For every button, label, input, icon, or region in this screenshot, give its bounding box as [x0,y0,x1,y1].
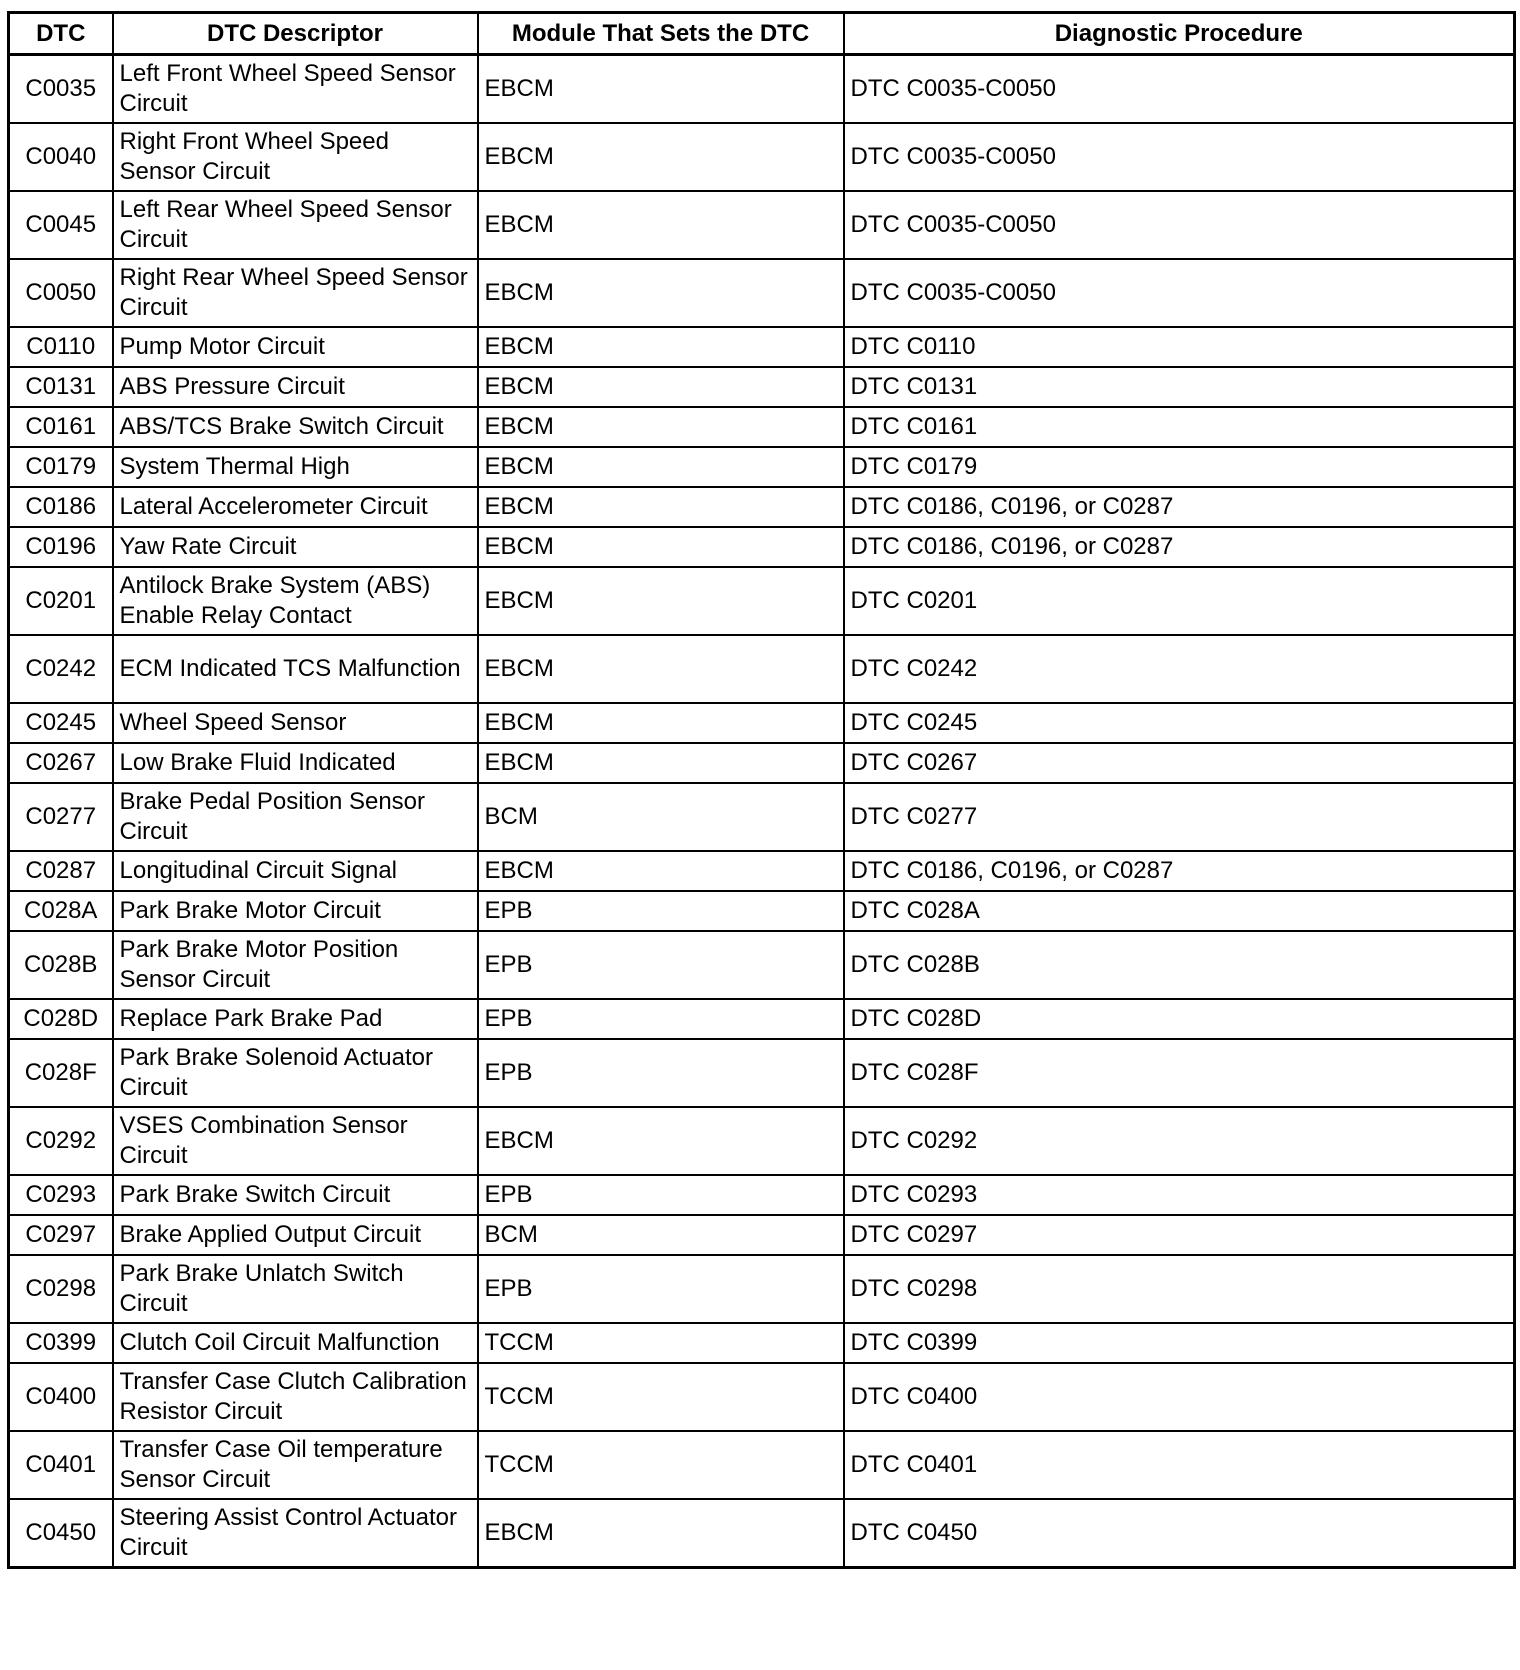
dtc-code-cell: C0292 [9,1107,113,1175]
dtc-descriptor-cell: ABS/TCS Brake Switch Circuit [113,407,478,447]
dtc-code-cell: C0045 [9,191,113,259]
module-cell: EBCM [478,743,844,783]
table-row [9,1175,1515,1215]
module-cell: EPB [478,1039,844,1107]
dtc-code-cell: C0399 [9,1323,113,1363]
table-row [9,1431,1515,1499]
module-cell: EBCM [478,191,844,259]
dtc-code-cell: C028D [9,999,113,1039]
module-cell: EBCM [478,635,844,703]
dtc-descriptor-cell: Right Front Wheel Speed Sensor Circuit [113,123,478,191]
diagnostic-procedure-cell: DTC C0201 [844,567,1515,635]
dtc-code-cell: C0131 [9,367,113,407]
dtc-descriptor-cell: Yaw Rate Circuit [113,527,478,567]
table-row [9,1039,1515,1107]
diagnostic-procedure-cell: DTC C0161 [844,407,1515,447]
dtc-code-cell: C0401 [9,1431,113,1499]
dtc-descriptor-cell: Right Rear Wheel Speed Sensor Circuit [113,259,478,327]
dtc-code-cell: C0186 [9,487,113,527]
table-row [9,703,1515,743]
dtc-code-cell: C0035 [9,55,113,124]
module-cell: EBCM [478,123,844,191]
table-row [9,1255,1515,1323]
module-cell: EBCM [478,703,844,743]
dtc-descriptor-cell: Transfer Case Oil temperature Sensor Circuit [113,1431,478,1499]
dtc-code-cell: C0297 [9,1215,113,1255]
dtc-descriptor-cell: Brake Pedal Position Sensor Circuit [113,783,478,851]
diagnostic-procedure-cell: DTC C0186, C0196, or C0287 [844,487,1515,527]
module-cell: EBCM [478,259,844,327]
dtc-descriptor-cell: Clutch Coil Circuit Malfunction [113,1323,478,1363]
module-cell: EBCM [478,851,844,891]
table-row [9,1215,1515,1255]
table-body [9,55,1515,1568]
dtc-code-cell: C0400 [9,1363,113,1431]
diagnostic-procedure-cell: DTC C0245 [844,703,1515,743]
table-row [9,527,1515,567]
dtc-code-cell: C0277 [9,783,113,851]
dtc-descriptor-cell: Brake Applied Output Circuit [113,1215,478,1255]
module-cell: EPB [478,1175,844,1215]
header-diagnostic-procedure: Diagnostic Procedure [844,13,1515,55]
header-dtc: DTC [9,13,113,55]
dtc-descriptor-cell: Pump Motor Circuit [113,327,478,367]
dtc-code-cell: C0242 [9,635,113,703]
dtc-code-cell: C0267 [9,743,113,783]
diagnostic-procedure-cell: DTC C0035-C0050 [844,259,1515,327]
table-row [9,1363,1515,1431]
diagnostic-procedure-cell: DTC C0242 [844,635,1515,703]
table-row [9,123,1515,191]
header-dtc-descriptor: DTC Descriptor [113,13,478,55]
dtc-descriptor-cell: Park Brake Motor Circuit [113,891,478,931]
table-row [9,327,1515,367]
diagnostic-procedure-cell: DTC C028D [844,999,1515,1039]
dtc-descriptor-cell: Lateral Accelerometer Circuit [113,487,478,527]
dtc-descriptor-cell: Left Rear Wheel Speed Sensor Circuit [113,191,478,259]
module-cell: EPB [478,999,844,1039]
dtc-code-cell: C0201 [9,567,113,635]
diagnostic-procedure-cell: DTC C0267 [844,743,1515,783]
dtc-descriptor-cell: Antilock Brake System (ABS) Enable Relay Contact [113,567,478,635]
diagnostic-procedure-cell: DTC C0400 [844,1363,1515,1431]
table-row [9,259,1515,327]
diagnostic-procedure-cell: DTC C0297 [844,1215,1515,1255]
table-row [9,447,1515,487]
diagnostic-procedure-cell: DTC C0186, C0196, or C0287 [844,851,1515,891]
table-row [9,1323,1515,1363]
module-cell: EBCM [478,527,844,567]
dtc-code-cell: C0196 [9,527,113,567]
dtc-descriptor-cell: Wheel Speed Sensor [113,703,478,743]
dtc-code-cell: C0040 [9,123,113,191]
dtc-code-cell: C0179 [9,447,113,487]
dtc-descriptor-cell: ABS Pressure Circuit [113,367,478,407]
dtc-descriptor-cell: Park Brake Unlatch Switch Circuit [113,1255,478,1323]
diagnostic-procedure-cell: DTC C0292 [844,1107,1515,1175]
module-cell: EBCM [478,567,844,635]
dtc-descriptor-cell: Transfer Case Clutch Calibration Resistor Circuit [113,1363,478,1431]
dtc-descriptor-cell: Park Brake Motor Position Sensor Circuit [113,931,478,999]
module-cell: EBCM [478,407,844,447]
dtc-descriptor-cell: Steering Assist Control Actuator Circuit [113,1499,478,1568]
diagnostic-procedure-cell: DTC C0186, C0196, or C0287 [844,527,1515,567]
dtc-descriptor-cell: Replace Park Brake Pad [113,999,478,1039]
module-cell: EBCM [478,1499,844,1568]
table-row [9,1499,1515,1568]
header-module: Module That Sets the DTC [478,13,844,55]
dtc-descriptor-cell: Park Brake Solenoid Actuator Circuit [113,1039,478,1107]
module-cell: EBCM [478,1107,844,1175]
diagnostic-procedure-cell: DTC C0035-C0050 [844,123,1515,191]
diagnostic-procedure-cell: DTC C028F [844,1039,1515,1107]
dtc-code-cell: C028B [9,931,113,999]
table-row [9,1107,1515,1175]
dtc-descriptor-cell: Low Brake Fluid Indicated [113,743,478,783]
module-cell: BCM [478,783,844,851]
module-cell: BCM [478,1215,844,1255]
dtc-code-cell: C0450 [9,1499,113,1568]
table-header-row [9,13,1515,55]
dtc-descriptor-cell: Longitudinal Circuit Signal [113,851,478,891]
diagnostic-procedure-cell: DTC C028A [844,891,1515,931]
dtc-descriptor-cell: Left Front Wheel Speed Sensor Circuit [113,55,478,124]
diagnostic-procedure-cell: DTC C0298 [844,1255,1515,1323]
module-cell: EPB [478,931,844,999]
table-row [9,635,1515,703]
diagnostic-procedure-cell: DTC C0399 [844,1323,1515,1363]
dtc-code-cell: C0161 [9,407,113,447]
diagnostic-procedure-cell: DTC C0293 [844,1175,1515,1215]
dtc-descriptor-cell: Park Brake Switch Circuit [113,1175,478,1215]
table-row [9,407,1515,447]
diagnostic-procedure-cell: DTC C0035-C0050 [844,55,1515,124]
diagnostic-procedure-cell: DTC C0035-C0050 [844,191,1515,259]
dtc-code-cell: C028A [9,891,113,931]
dtc-code-cell: C0050 [9,259,113,327]
module-cell: EBCM [478,447,844,487]
module-cell: EBCM [478,55,844,124]
diagnostic-procedure-cell: DTC C0110 [844,327,1515,367]
dtc-code-cell: C0298 [9,1255,113,1323]
module-cell: EBCM [478,327,844,367]
module-cell: EPB [478,1255,844,1323]
table-row [9,487,1515,527]
dtc-code-cell: C0110 [9,327,113,367]
table-row [9,743,1515,783]
table-row [9,367,1515,407]
diagnostic-procedure-cell: DTC C0401 [844,1431,1515,1499]
diagnostic-procedure-cell: DTC C0450 [844,1499,1515,1568]
dtc-code-cell: C028F [9,1039,113,1107]
dtc-code-cell: C0245 [9,703,113,743]
module-cell: TCCM [478,1323,844,1363]
table-row [9,931,1515,999]
diagnostic-procedure-cell: DTC C028B [844,931,1515,999]
table-row [9,851,1515,891]
diagnostic-procedure-cell: DTC C0179 [844,447,1515,487]
dtc-descriptor-cell: ECM Indicated TCS Malfunction [113,635,478,703]
module-cell: TCCM [478,1363,844,1431]
table-row [9,567,1515,635]
module-cell: EPB [478,891,844,931]
diagnostic-procedure-cell: DTC C0131 [844,367,1515,407]
dtc-code-cell: C0287 [9,851,113,891]
dtc-code-cell: C0293 [9,1175,113,1215]
diagnostic-procedure-cell: DTC C0277 [844,783,1515,851]
table-row [9,891,1515,931]
table-row [9,55,1515,124]
table-row [9,191,1515,259]
module-cell: EBCM [478,487,844,527]
table-row [9,783,1515,851]
dtc-descriptor-cell: System Thermal High [113,447,478,487]
dtc-table [7,11,1516,1569]
dtc-descriptor-cell: VSES Combination Sensor Circuit [113,1107,478,1175]
module-cell: EBCM [478,367,844,407]
module-cell: TCCM [478,1431,844,1499]
table-row [9,999,1515,1039]
